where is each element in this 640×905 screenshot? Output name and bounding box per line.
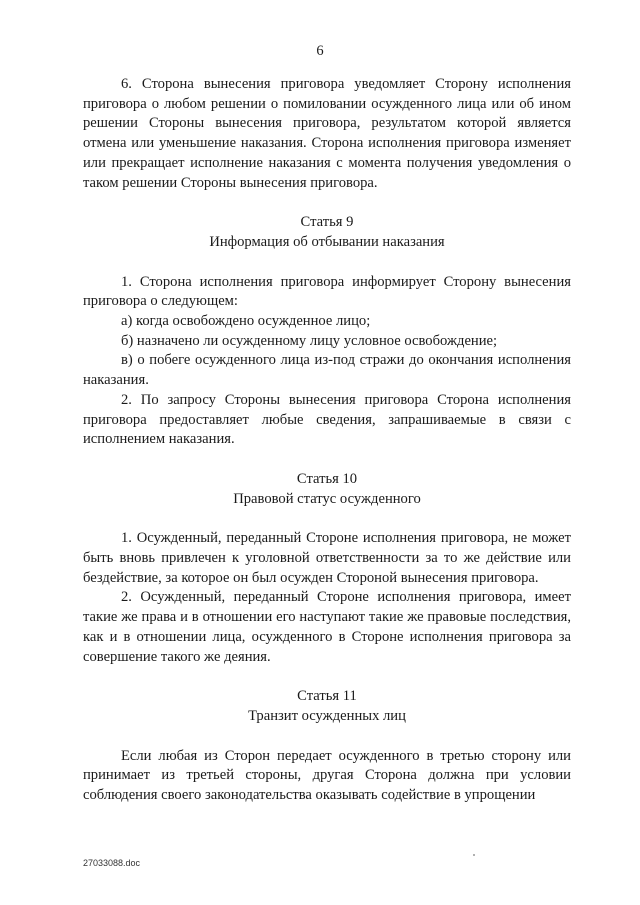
article-9-item-a: а) когда освобождено осужденное лицо; bbox=[121, 313, 371, 330]
article-10-paragraph-1: 1. Осужденный, переданный Стороне исполнения приговора, не может быть вновь привлечен к уголовной ответственности за то же действие или бездействие, за которое он был осужден Стороной вынесения приговора. bbox=[83, 530, 571, 586]
article-9 bbox=[83, 213, 571, 450]
document-body bbox=[83, 75, 571, 806]
intro-paragraph: 6. Сторона вынесения приговора уведомляет Сторону исполнения приговора о любом решении о помиловании осужденного лица или об ином решении Стороны вынесения приговора, результатом которой является отмена или уменьшение наказания. Сторона исполнения приговора изменяет или прекращает исполнение наказания с момента получения уведомления о таком решении Стороны вынесения приговора. bbox=[83, 76, 571, 191]
article-10-title: Правовой статус осужденного bbox=[233, 490, 421, 507]
footer-filename: 27033088.doc bbox=[83, 858, 141, 868]
article-10-number: Статья 10 bbox=[296, 470, 358, 487]
article-9-title: Информация об отбывании наказания bbox=[209, 233, 445, 250]
article-11-paragraph-1: Если любая из Сторон передает осужденного в третью сторону или принимает из третьей стороны, другая Сторона должна при условии соблюдения своего законодательства оказывать содействие в упрощении bbox=[83, 747, 571, 804]
article-9-number: Статья 9 bbox=[300, 214, 354, 231]
scan-speck bbox=[473, 854, 475, 856]
article-10-paragraph-2: 2. Осужденный, переданный Стороне исполнения приговора, имеет такие же права и в отношении его наступают такие же правовые последствия, как и в отношении лица, осужденного в Стороне исполнения приговора за совершение такого же деяния. bbox=[83, 589, 571, 665]
article-11 bbox=[83, 687, 571, 806]
article-9-paragraph-1: 1. Сторона исполнения приговора информирует Сторону вынесения приговора о следующем: bbox=[83, 273, 571, 310]
article-10 bbox=[83, 470, 571, 667]
article-9-item-c: в) о побеге осужденного лица из-под стражи до окончания исполнения наказания. bbox=[83, 352, 571, 389]
page-number: 6 bbox=[316, 43, 324, 59]
article-11-number: Статья 11 bbox=[297, 688, 357, 705]
article-9-paragraph-2: 2. По запросу Стороны вынесения приговора Сторона исполнения приговора предоставляет любые сведения, запрашиваемые в связи с исполнением наказания. bbox=[83, 391, 571, 448]
article-11-title: Транзит осужденных лиц bbox=[248, 707, 406, 724]
article-9-item-b: б) назначено ли осужденному лицу условное освобождение; bbox=[121, 332, 498, 349]
